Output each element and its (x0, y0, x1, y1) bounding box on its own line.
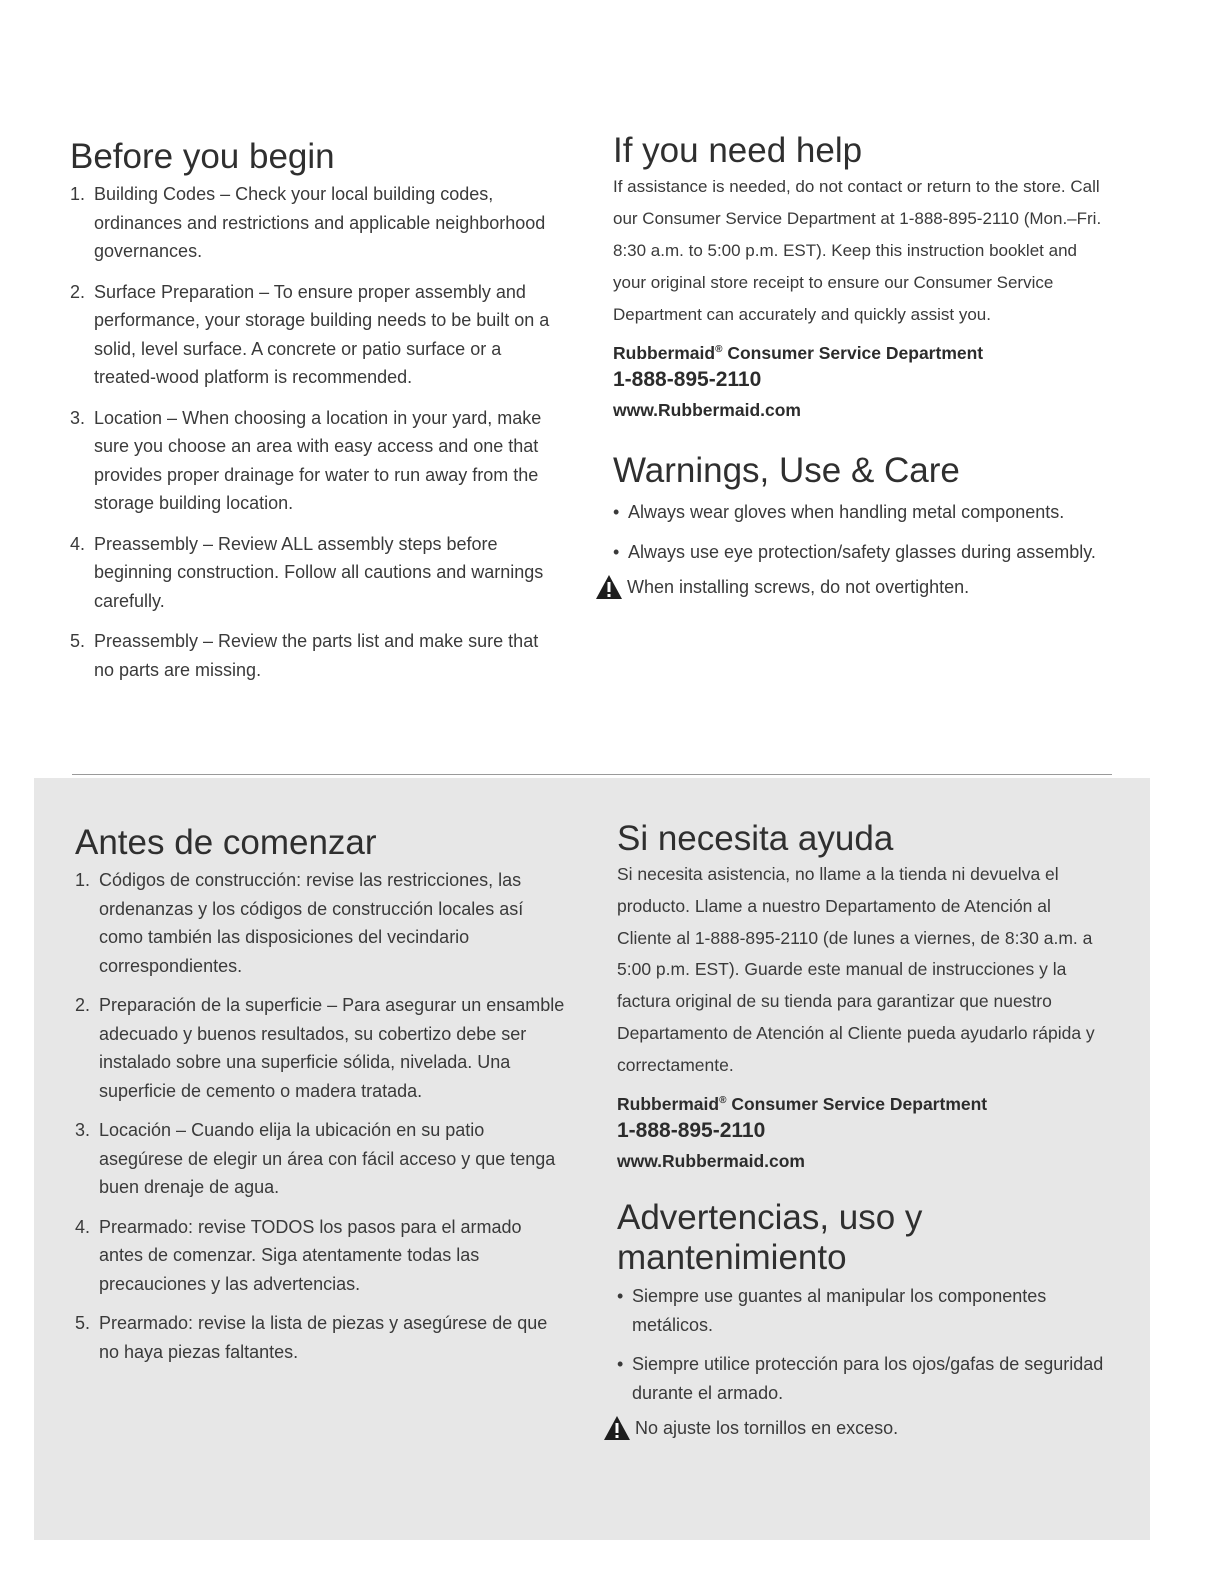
es-contact-name: Rubbermaid® Consumer Service Department (617, 1093, 988, 1114)
es-before-section (75, 823, 565, 1366)
list-item: 1. Building Codes – Check your local building codes, ordinances and restrictions and applicable neighborhood governances. (70, 184, 546, 261)
list-item: 4. Preassembly – Review ALL assembly steps before beginning construction. Follow all cautions and warnings carefully. (70, 533, 544, 611)
list-item: 1. Códigos de construcción: revise las restricciones, las ordenanzas y los códigos de construcción locales así como también las disposiciones del vecindario correspondientes. (75, 870, 524, 976)
en-help-section (613, 131, 1103, 601)
es-help-body: Si necesita asistencia, no llame a la tienda ni devuelva el producto. Llame a nuestro Departamento de Atención al Cliente al 1-888-895-2110 (de lunes a viernes, de 8:30 a.m. a 5:00 p.m. EST). Guarde este manual de instrucciones y la factura original de su tienda para garantizar que nuestro Departamento de Atención al Cliente pueda ayudarlo rápida y correctamente. (617, 864, 1095, 1075)
list-item: 5. Prearmado: revise la lista de piezas y asegúrese de que no haya piezas faltantes. (75, 1313, 548, 1362)
list-item: • Always wear gloves when handling metal components. (613, 502, 1065, 522)
en-contact-phone: 1-888-895-2110 (613, 368, 762, 391)
en-before-list (70, 180, 560, 684)
en-contact-website[interactable]: www.Rubbermaid.com (613, 400, 801, 420)
list-item: • Siempre use guantes al manipular los componentes metálicos. (617, 1285, 1047, 1335)
en-before-title: Before you begin (70, 137, 335, 176)
list-item: 5. Preassembly – Review the parts list and make sure that no parts are missing. (70, 631, 539, 680)
es-before-title: Antes de comenzar (75, 823, 377, 862)
es-warnings-title: Advertencias, uso y mantenimiento (617, 1197, 923, 1277)
es-before-list (75, 866, 565, 1366)
list-item: 3. Location – When choosing a location in your yard, make sure you choose an area with easy access and one that provides proper drainage for water to run away from the storage building location. (70, 407, 542, 513)
list-item: 2. Preparación de la superficie – Para asegurar un ensamble adecuado y buenos resultados, su cobertizo debe ser instalado sobre una superficie sólida, nivelada. Una superficie de cemento o madera tratada. (75, 995, 565, 1101)
en-help-body: If assistance is needed, do not contact or return to the store. Call our Consumer Service Department at 1-888-895-2110 (Mon.–Fri. 8:30 a.m. to 5:00 p.m. EST). Keep this instruction booklet and your original store receipt to ensure our Consumer Service Department can accurately and quickly assist you. (613, 177, 1102, 324)
es-contact-phone: 1-888-895-2110 (617, 1118, 766, 1142)
list-item: 2. Surface Preparation – To ensure proper assembly and performance, your storage building needs to be built on a solid, level surface. A concrete or patio surface or a treated-wood platform is recommended. (70, 281, 550, 387)
es-help-title: Si necesita ayuda (617, 819, 894, 858)
warning-triangle-icon (595, 574, 623, 600)
list-item: • Always use eye protection/safety glasses during assembly. (613, 542, 1096, 562)
es-contact-website[interactable]: www.Rubbermaid.com (617, 1150, 805, 1171)
en-warnings-title: Warnings, Use & Care (613, 451, 960, 490)
list-item: • Siempre utilice protección para los ojos/gafas de seguridad durante el armado. (617, 1353, 1104, 1403)
es-help-section (617, 819, 1107, 1442)
en-caution: When installing screws, do not overtighten. (595, 573, 1103, 601)
section-divider (72, 774, 1112, 775)
en-contact-name: Rubbermaid® Consumer Service Department (613, 343, 984, 363)
en-help-title: If you need help (613, 131, 863, 170)
list-item: 4. Prearmado: revise TODOS los pasos para el armado antes de comenzar. Siga atentamente todas las precauciones y las advertencias. (75, 1216, 522, 1294)
list-item: 3. Locación – Cuando elija la ubicación en su patio asegúrese de elegir un área con fácil acceso y que tenga buen drenaje de agua. (75, 1120, 556, 1197)
es-caution: No ajuste los tornillos en exceso. (603, 1414, 1107, 1442)
en-before-section (70, 137, 560, 684)
warning-triangle-icon (603, 1415, 631, 1441)
